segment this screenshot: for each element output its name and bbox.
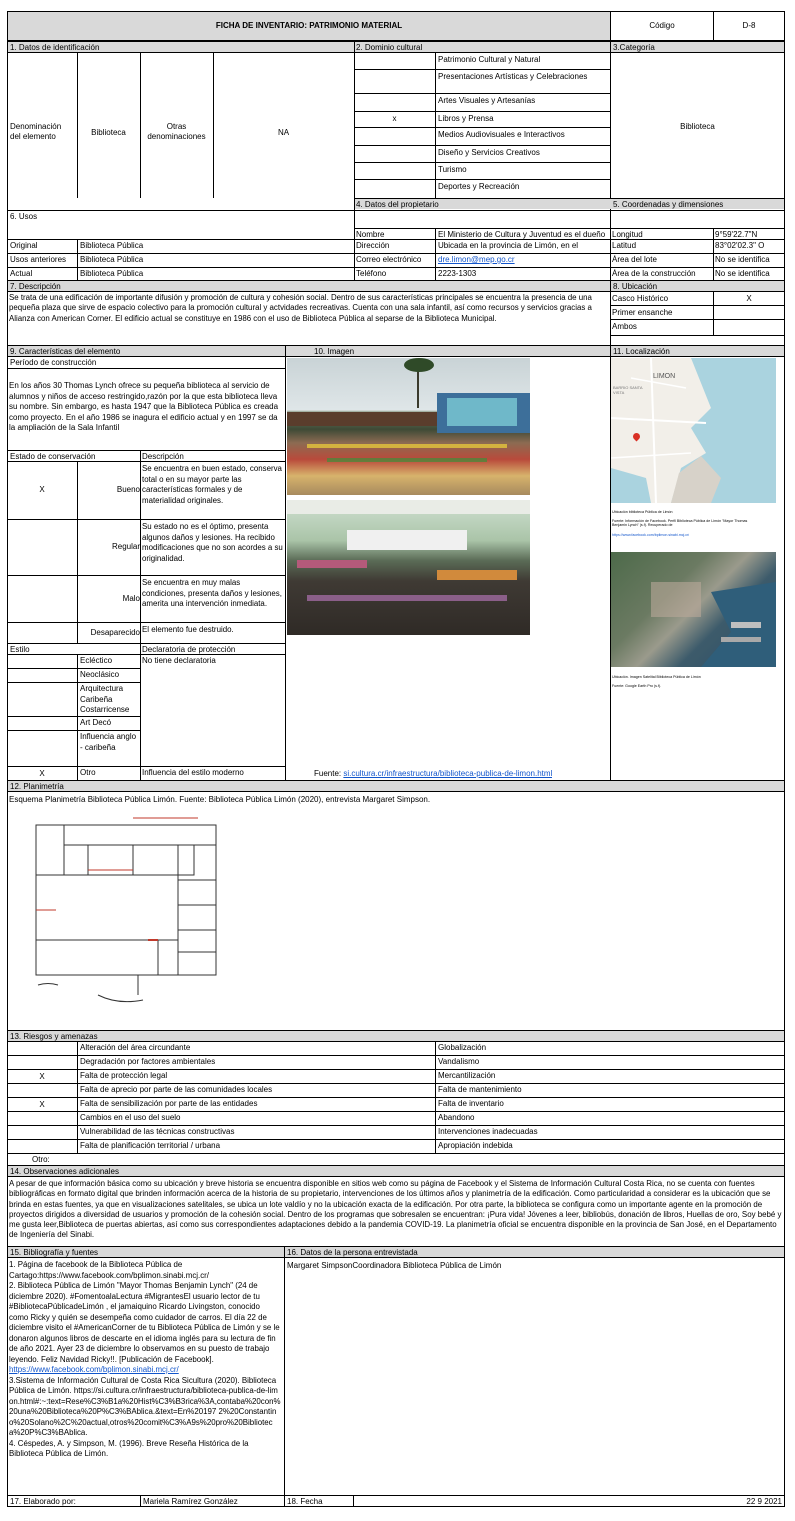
conservation-description: Se encuentra en muy malas condiciones, presenta daños y lesiones, amerita una intervención inmediata. (142, 578, 282, 608)
risk-mark: X (39, 1100, 45, 1109)
section-7-title: 7. Descripción (10, 282, 61, 291)
section-12-title: 12. Planimetría (10, 782, 64, 791)
image-source-link[interactable]: si.cultura.cr/infraestructura/biblioteca-publica-de-limon.html (343, 769, 553, 778)
coordinate-label: Área de la construcción (612, 269, 696, 278)
bib-entry-4: 4. Céspedes, A. y Simpson, M. (1996). Breve Reseña Histórica de la Biblioteca Pública de Limón. (9, 1438, 249, 1458)
domain-item-label: Deportes y Recreación (438, 182, 520, 191)
conservation-state: Bueno (116, 485, 140, 494)
observations-text: A pesar de que información básica como su ubicación y breve historia se encuentra disponible en sitios web como su página de Facebook y el Sistema de Información Cultural Costa Rica, no se cuenta con fuentes bibliográficas en formato digital que brinden información acerca de la historia de su propietario, intervenciones de los últimos años y planimetría de la edificación. Como particularidad a considerar es la ubicación que se brinda en estas fuentes, ya que en visualizaciones satelitales, se ubica un lote valdío y no la ubicación exacta de la edificación. Por otra parte, la biblioteca se configura como un importante agente en la promoción de proyectos dirigidos a diversidad de usuarios y promoción de la cohesión social. Dentro de los programas que sobresalen se encuentran: ¡Pura vida! Jóvenes a leer, bibliobús, donación de libros, Huellas de oro, Soy bebé y me gusta leer,Biblioteca de puertas abiertas, así como sus correspondientes adaptaciones debido a la pandemia COVID-19. La planimetría oficial se encuentra disponible en la provincia de San José, en el Departamento de Ingeniería del Sinabi. (9, 1179, 782, 1240)
satellite-image (611, 552, 776, 667)
conservation-description: El elemento fue destruido. (142, 625, 234, 634)
elaborado-value: Mariela Ramírez González (143, 1497, 238, 1506)
owner-field-label: Correo electrónico (356, 255, 422, 264)
estilo-label: Estilo (10, 645, 30, 654)
risk-item: Falta de protección legal (80, 1071, 168, 1080)
conservation-mark: X (39, 485, 45, 494)
section-9-title: 9. Características del elemento (10, 347, 121, 356)
style-label: Art Decó (80, 718, 112, 727)
otro-estilo-value: Influencia del estilo moderno (142, 768, 244, 777)
satellite-caption: Ubicación. Imagen Satelital Biblioteca Pública de Limón (612, 675, 701, 679)
bib-entry-2-link[interactable]: https://www.facebook.com/bplimon.sinabi.mcj.cr/ (9, 1365, 179, 1374)
section-1-title: 1. Datos de identificación (10, 43, 100, 52)
conservation-description: Su estado no es el óptimo, presenta algunos daños y lesiones. Ha recibido modificaciones que no son acordes a su originalidad. (142, 522, 283, 563)
floor-plan-drawing (28, 810, 228, 1025)
style-label: Influencia anglo - caribeña (80, 732, 137, 752)
conservation-state: Regular (111, 542, 140, 551)
declaratoria-value: No tiene declaratoria (142, 656, 216, 665)
risk-item: Degradación por factores ambientales (80, 1057, 216, 1066)
domain-item-label: Diseño y Servicios Creativos (438, 148, 540, 157)
estado-label: Estado de conservación (10, 452, 96, 461)
location-label: Primer ensanche (612, 308, 673, 317)
image-source-label: Fuente: (314, 769, 344, 778)
library-interior-photo (287, 500, 530, 635)
bibliography-list (9, 1260, 281, 1460)
periodo-text: En los años 30 Thomas Lynch ofrece su pequeña biblioteca al servicio de alumnos y niños de acceso restringido,razón por la que esta biblioteca lleva su nombre. Sin embargo, es hasta 1947 que la Biblioteca Pública es creada como proyecto. En el año 1986 se inagura el edificio actual y en 1997 se da la ampliación de la Sala Infantil (9, 381, 279, 432)
use-value: Biblioteca Pública (80, 241, 144, 250)
bib-entry-3: 3.Sistema de Información Cultural de Costa Rica Sicultura (2020). Biblioteca Pública de Limón. https://si.cultura.cr/infraestructura/biblioteca-publica-de-limon.html#:~:text=Rese%C3%B1a%20Hist%C3%B3rica%3A,contaba%20con%20una%20Biblioteca%20P%C3%BAblica.&text=En%20197 2%20Constantino%20Solano%2C%20actual,otros%20comit%C3%A9s%20pro%20Biblioteca%20P%C3%BAblica. (9, 1375, 281, 1437)
fecha-label: 18. Fecha (287, 1497, 323, 1506)
risk-item: Globalización (438, 1043, 487, 1052)
use-label: Usos anteriores (10, 255, 67, 264)
section-5-title: 5. Coordenadas y dimensiones (613, 200, 724, 209)
denominacion-value: Biblioteca (91, 128, 126, 137)
planimetry-sketch (28, 810, 228, 1025)
section-16-title: 16. Datos de la persona entrevistada (287, 1248, 418, 1257)
risk-mark: X (39, 1072, 45, 1081)
map-caption-link[interactable]: https://www.facebook.com/bplimon.sinabi.mcj.cr/ (612, 533, 690, 537)
bib-entry-1: 1. Página de facebook de la Biblioteca Pública de Cartago:https://www.facebook.com/bplimon.sinabi.mcj.cr/ (9, 1260, 209, 1280)
section-13-title: 13. Riesgos y amenazas (10, 1032, 98, 1041)
section-8-title: 8. Ubicación (613, 282, 658, 291)
owner-field-value[interactable]: dre.limon@mep.go.cr (438, 255, 515, 264)
risk-item: Falta de aprecio por parte de las comunidades locales (80, 1085, 273, 1094)
declaratoria-label: Declaratoria de protección (142, 645, 236, 654)
owner-field-label: Teléfono (356, 269, 387, 278)
section-10-title: 10. Imagen (314, 347, 355, 356)
risk-item: Falta de planificación territorial / urbana (80, 1141, 221, 1150)
fecha-value: 22 9 2021 (746, 1497, 782, 1506)
location-map (611, 358, 776, 503)
coordinate-value: 83°02'02.3" O (715, 241, 765, 250)
style-label: Otro (80, 768, 96, 777)
form-title: FICHA DE INVENTARIO: PATRIMONIO MATERIAL (215, 21, 403, 30)
description-text: Se trata de una edificación de importante difusión y promoción de cultura y cohesión social. Dentro de sus características principales se encuentra la presencia de una pequeña plaza que sirve de espacio colectivo para la promoción cultural y actvidades recreativas. Cuenta con una sala infantil, así como recursos y servicios gracias a Alianza con American Corner. El edificio actual se constituye en 1986 con el uso de Biblioteca Pública al separse de la Biblioteca Municipal. (9, 293, 592, 323)
code-value: D-8 (742, 21, 756, 30)
risk-item: Vandalismo (438, 1057, 480, 1066)
style-label: Arquitectura Caribeña Costarricense (80, 684, 130, 714)
domain-item-label: Turismo (438, 165, 467, 174)
section-11-title: 11. Localización (613, 347, 670, 356)
domain-item-label: Presentaciones Artísticas y Celebraciones (438, 72, 588, 81)
domain-item-label: Artes Visuales y Artesanías (438, 96, 536, 105)
use-label: Actual (10, 269, 33, 278)
map-caption-source: Fuente: Información de Facebook. Perfil Biblioteca Pública de Limón "Mayor Thomas Benjamin Lynch" (s.f). Recuperado de (612, 519, 748, 528)
owner-field-label: Nombre (356, 230, 385, 239)
map-drawing (611, 358, 776, 503)
coordinate-label: Latitud (612, 241, 637, 250)
denominacion-label: Denominación del elemento (10, 122, 62, 141)
descripcion-label: Descripción (142, 452, 184, 461)
elaborado-label: 17. Elaborado por: (10, 1497, 76, 1506)
risk-item: Falta de mantenimiento (438, 1085, 522, 1094)
use-value: Biblioteca Pública (80, 255, 144, 264)
domain-mark: x (392, 114, 397, 123)
map-caption-title: Ubicación biblioteca Pública de Limón (612, 510, 673, 514)
risk-item: Falta de sensibilización por parte de las entidades (80, 1099, 258, 1108)
location-label: Casco Histórico (612, 294, 669, 303)
section-2-title: 2. Dominio cultural (356, 43, 423, 52)
coordinate-label: Área del lote (612, 255, 657, 264)
code-label: Código (649, 21, 675, 30)
library-exterior-photo (287, 358, 530, 495)
risk-item: Alteración del área circundante (80, 1043, 191, 1052)
domain-item-label: Patrimonio Cultural y Natural (438, 55, 541, 64)
section-14-title: 14. Observaciones adicionales (10, 1167, 119, 1176)
risk-item: Cambios en el uso del suelo (80, 1113, 181, 1122)
style-label: Neoclásico (80, 670, 120, 679)
owner-field-value: El Ministerio de Cultura y Juventud es el dueño (438, 230, 606, 239)
section-6-title: 6. Usos (10, 212, 38, 221)
use-label: Original (10, 241, 38, 250)
satellite-source: Fuente: Google Earth Pro (s.f). (612, 684, 662, 688)
section-15-title: 15. Bibliografía y fuentes (10, 1248, 99, 1257)
risk-item: Falta de inventario (438, 1099, 504, 1108)
risk-item: Apropiación indebida (438, 1141, 513, 1150)
bib-entry-2: 2. Biblioteca Pública de Limón "Mayor Thomas Benjamin Lynch" (24 de diciembre 2020). #FomentoalaLectura #MigrantesEl usuario lector de tu #BibliotecaPúblicadeLimón , el jamaiquino Ricardo Livingston, conocido como Ricky y quién se desempeña como cuidador de carros. El día 22 de diciembre visito el #AmericanCorner de tu Biblioteca Pública de Limón y se le donaron algunos libros de descarte en el idioma inglés para su lectura de fin de año 2021. Ayer 23 de diciembre lo observamos en su puesto de trabajo leyendo. Feliz Navidad Ricky!!. [Publicación de Facebook]. (9, 1281, 280, 1364)
risk-item: Mercantilización (438, 1071, 496, 1080)
coordinate-value: No se identifica (715, 255, 770, 264)
coordinate-value: 9°59'22.7"N (715, 230, 758, 239)
conservation-state: Malo (122, 593, 140, 603)
risk-other-label: Otro: (32, 1155, 50, 1164)
planimetry-caption: Esquema Planimetría Biblioteca Pública Limón. Fuente: Biblioteca Pública Limón (2020), entrevista Margaret Simpson. (9, 795, 431, 804)
use-value: Biblioteca Pública (80, 269, 144, 278)
style-mark: X (39, 768, 45, 778)
risk-item: Abandono (438, 1113, 475, 1122)
interviewee-value: Margaret SimpsonCoordinadora Biblioteca Pública de Limón (287, 1261, 502, 1270)
owner-field-value: 2223-1303 (438, 269, 477, 278)
domain-item-label: Medios Audiovisuales e Interactivos (438, 130, 565, 139)
conservation-state: Desaparecido (90, 627, 140, 637)
domain-item-label: Libros y Prensa (438, 114, 494, 123)
risk-item: Vulnerabilidad de las técnicas constructivas (80, 1127, 235, 1136)
satellite-drawing (611, 552, 776, 667)
owner-field-label: Dirección (356, 241, 390, 250)
map-district-label: BARRIO SANTA VISTA (613, 386, 643, 395)
risk-item: Intervenciones inadecuadas (438, 1127, 538, 1136)
category-value: Biblioteca (680, 122, 715, 131)
style-label: Ecléctico (80, 656, 113, 665)
owner-field-value: Ubicada en la provincia de Limón, en el (438, 241, 579, 250)
location-label: Ambos (612, 322, 637, 331)
otras-denominaciones-value: NA (277, 128, 290, 137)
coordinate-value: No se identifica (715, 269, 770, 278)
location-value: X (746, 294, 752, 303)
periodo-label: Período de construcción (10, 358, 97, 367)
section-4-title: 4. Datos del propietario (356, 200, 439, 209)
section-3-title: 3.Categoría (613, 43, 655, 52)
map-city-label: LIMÓN (653, 373, 676, 380)
otras-denominaciones-label: Otras denominaciones (147, 122, 206, 141)
conservation-description: Se encuentra en buen estado, conserva total o en su mayor parte las características formales y de materialidad originales. (142, 464, 282, 505)
coordinate-label: Longitud (612, 230, 643, 239)
